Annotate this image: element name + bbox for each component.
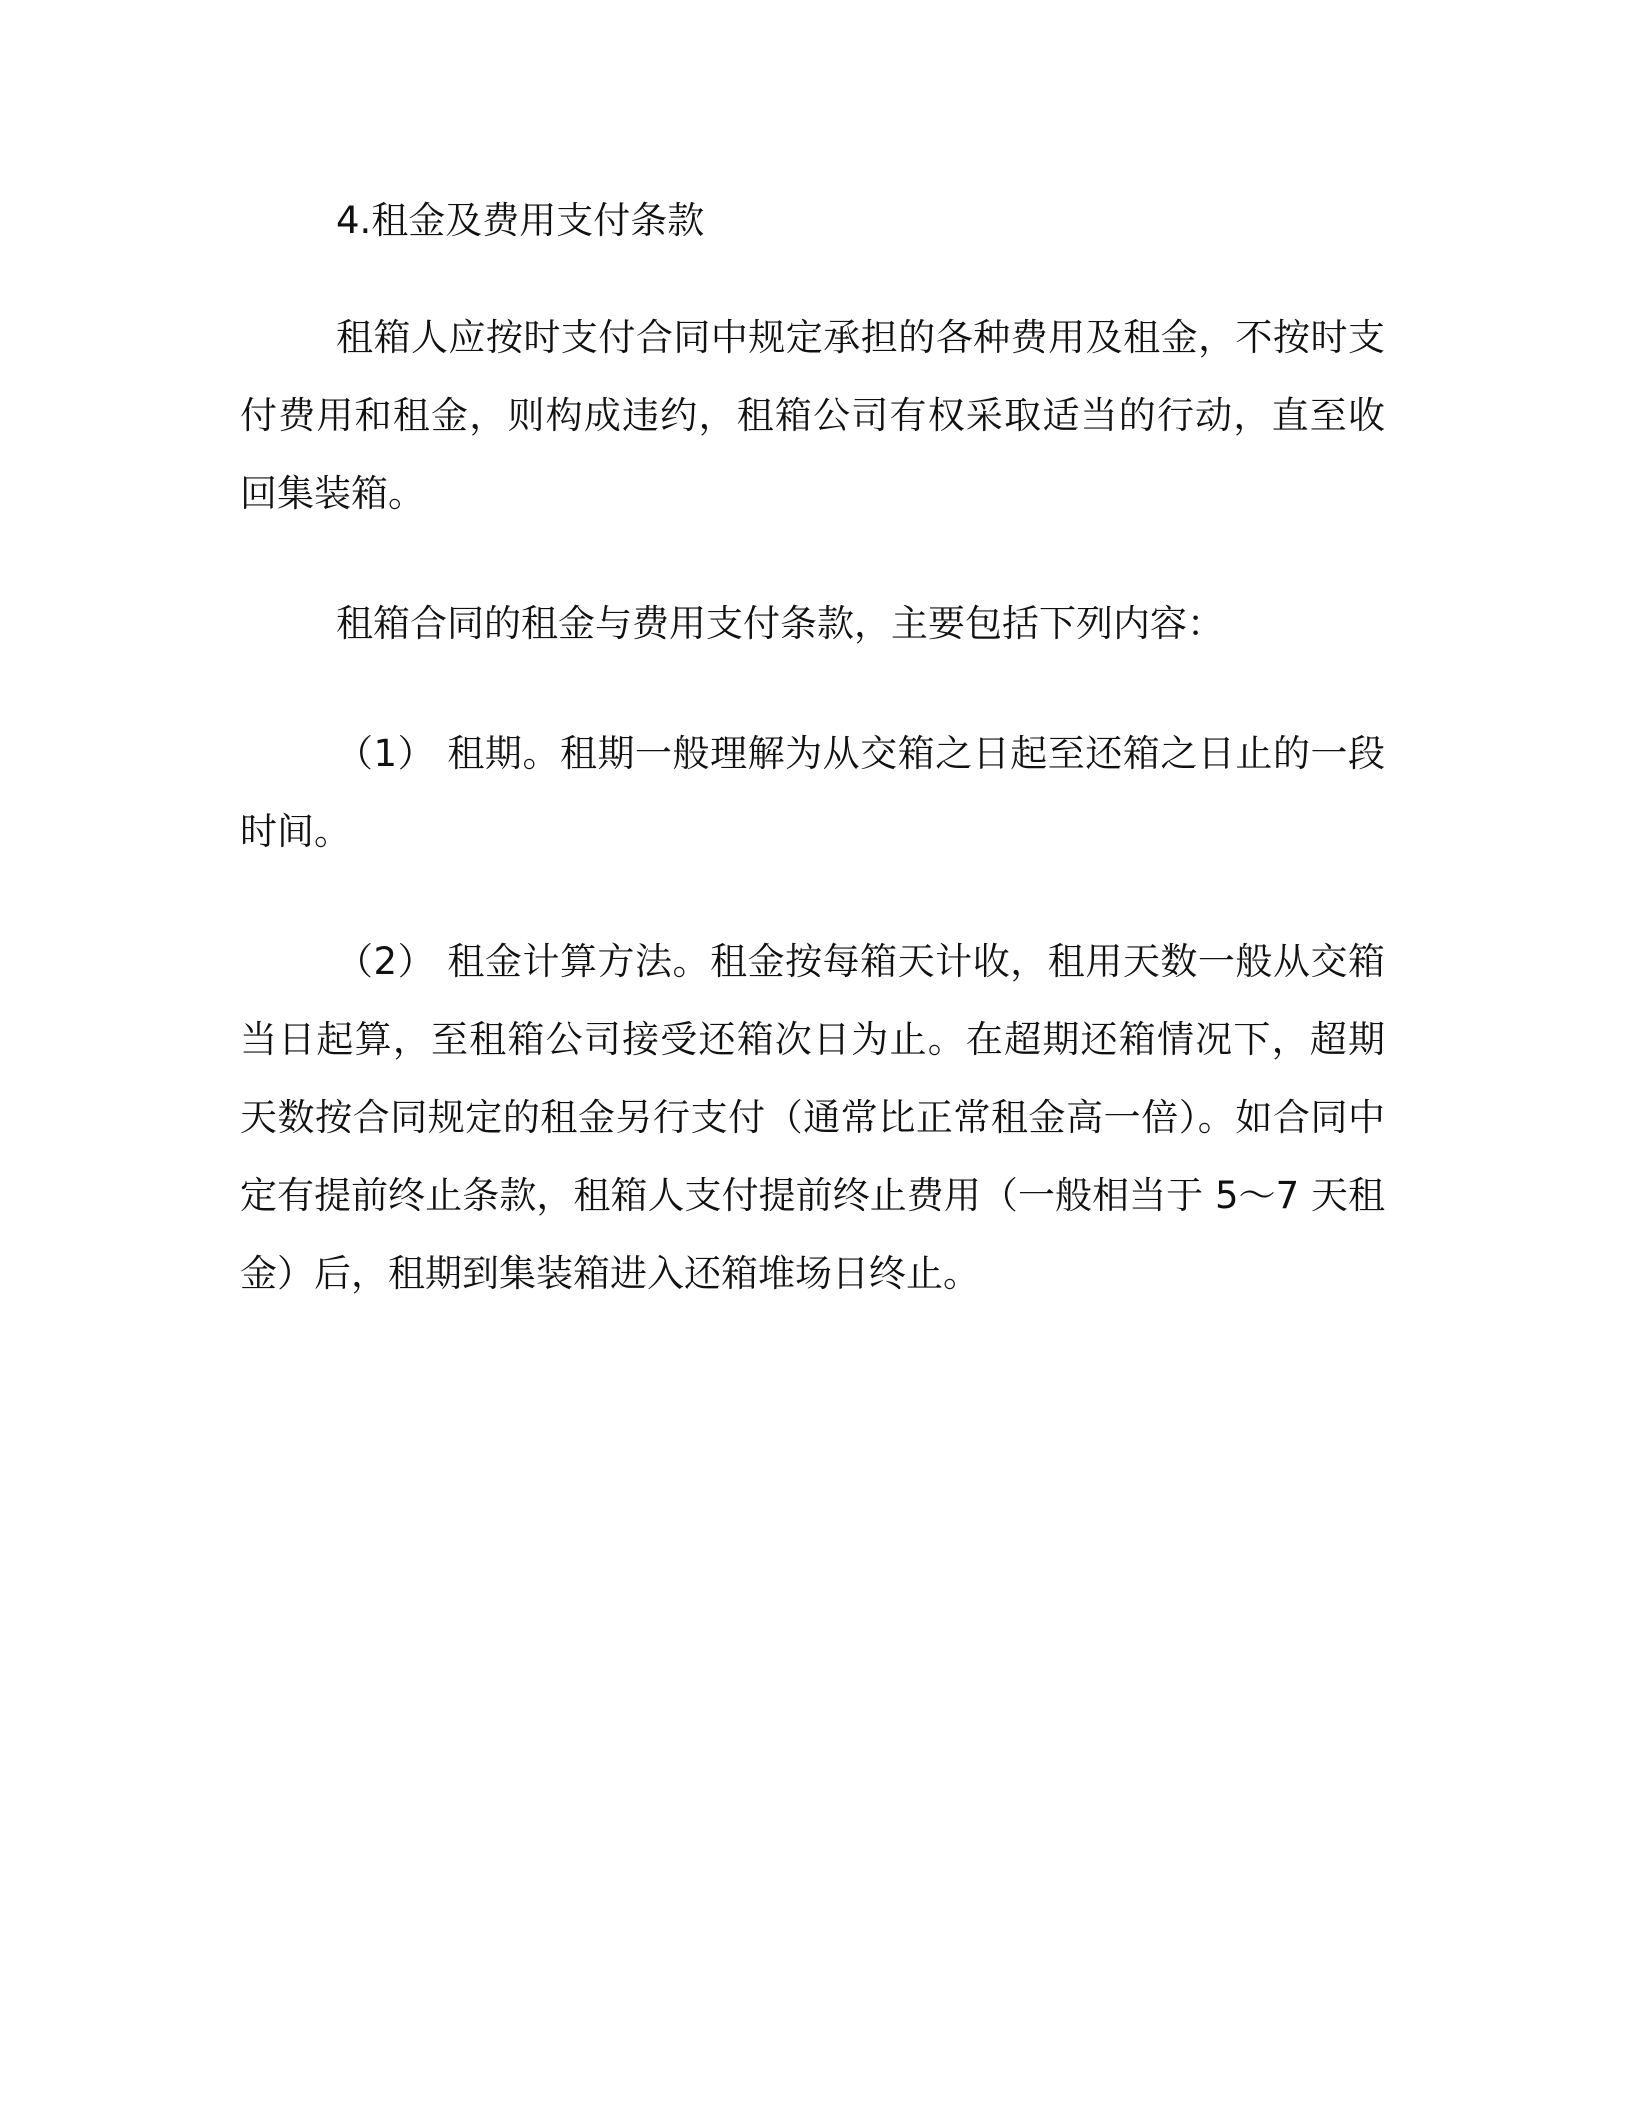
paragraph-clause-intro: 租箱合同的租金与费用支付条款，主要包括下列内容： (336, 602, 1224, 645)
paragraph-lease-term: （1） 租期。租期一般理解为从交箱之日起至还箱之日止的一段时间。 (240, 732, 1385, 853)
paragraph-rent-calculation: （2） 租金计算方法。租金按每箱天计收，租用天数一般从交箱当日起算，至租箱公司接受还箱次日为止。在超期还箱情况下，超期天数按合同规定的租金另行支付（通常比正常租金高一倍）。如合同中定有提前终止条款，租箱人支付提前终止费用（一般相当于 5～7 天租金）后，租期到集装箱进入还箱堆场日终止。 (240, 940, 1385, 1295)
document-page (240, 195, 1385, 1313)
paragraph-payment-obligation: 租箱人应按时支付合同中规定承担的各种费用及租金，不按时支付费用和租金，则构成违约，租箱公司有权采取适当的行动，直至收回集装箱。 (240, 316, 1385, 515)
section-heading: 4.租金及费用支付条款 (336, 199, 705, 242)
